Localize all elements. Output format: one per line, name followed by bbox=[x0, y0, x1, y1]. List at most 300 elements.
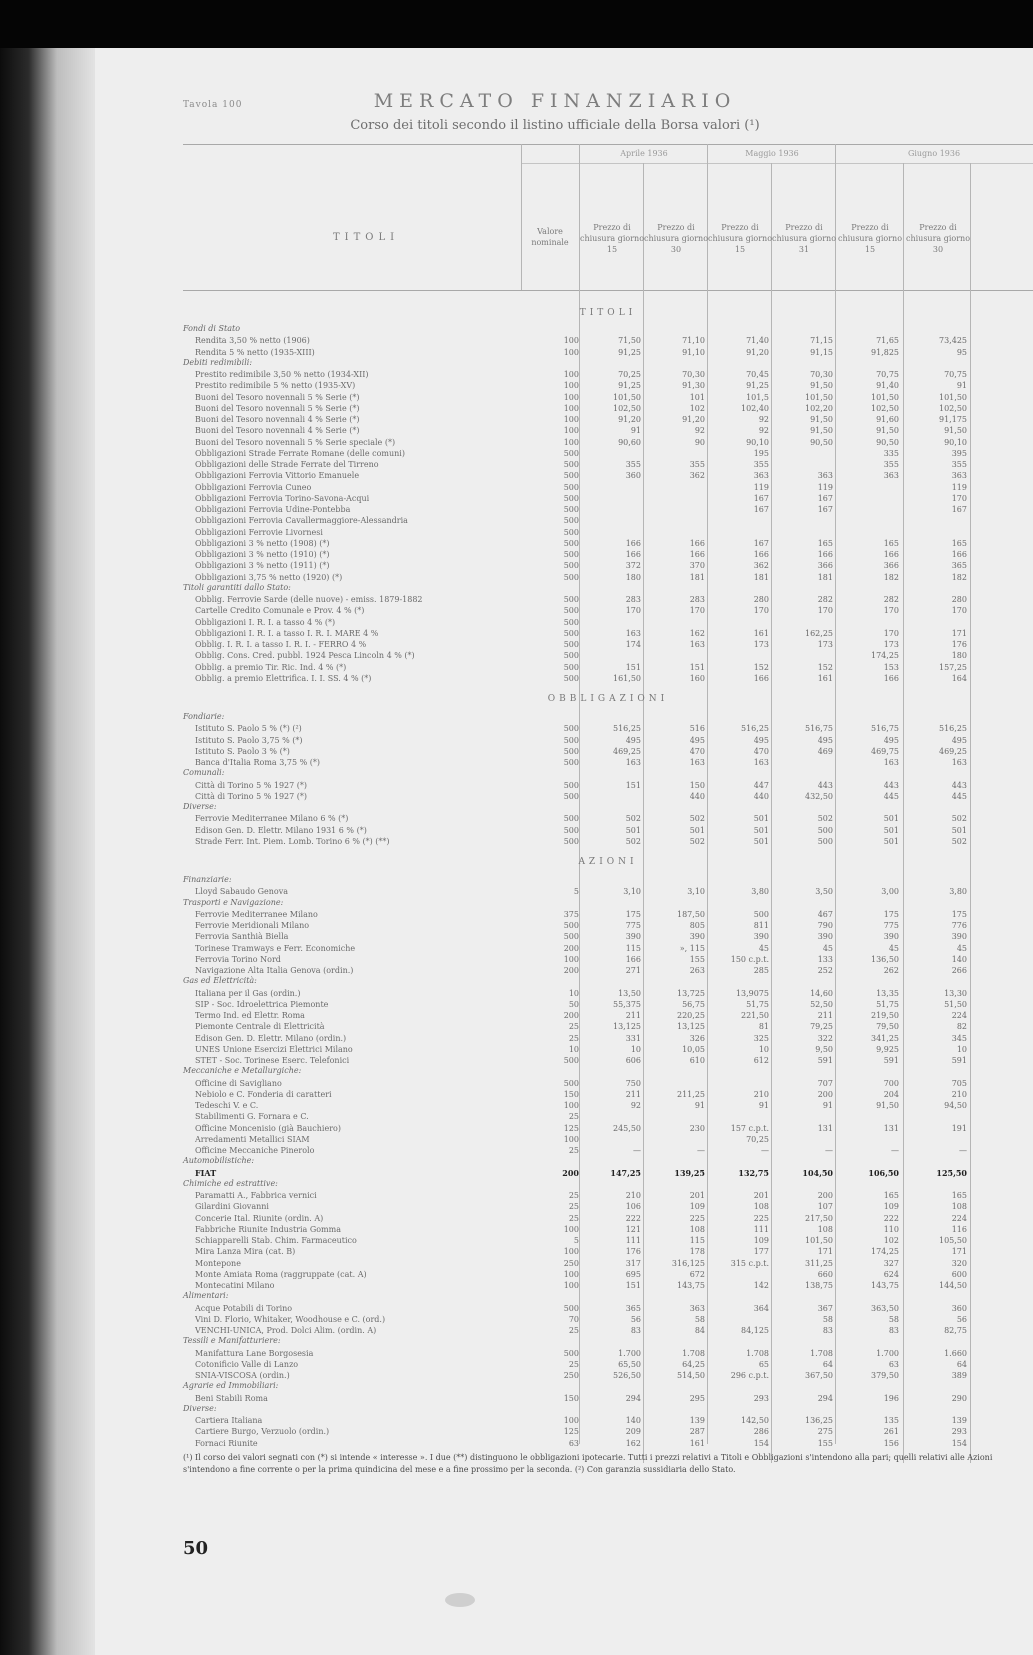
closing-price: 293 bbox=[951, 1427, 967, 1437]
category-label: Trasporti e Navigazione: bbox=[183, 897, 284, 907]
closing-price: 470 bbox=[689, 746, 705, 756]
table-row bbox=[183, 1201, 1033, 1212]
closing-price: 286 bbox=[753, 1427, 769, 1437]
closing-price: 364 bbox=[753, 1303, 769, 1313]
closing-price: 161 bbox=[817, 673, 833, 683]
closing-price: 175 bbox=[625, 909, 641, 919]
nominal-value: 500 bbox=[563, 628, 579, 638]
closing-price: 390 bbox=[883, 932, 899, 942]
closing-price: 316,125 bbox=[671, 1258, 705, 1268]
closing-price: 136,50 bbox=[871, 954, 899, 964]
closing-price: 84,125 bbox=[741, 1326, 769, 1335]
closing-price: 171 bbox=[951, 1247, 967, 1257]
closing-price: 182 bbox=[883, 572, 899, 582]
closing-price: 163 bbox=[625, 628, 641, 638]
nominal-value: 25 bbox=[568, 1033, 579, 1043]
closing-price: 331 bbox=[625, 1033, 641, 1043]
nominal-value: 500 bbox=[563, 460, 579, 469]
closing-price: 92 bbox=[758, 426, 769, 436]
closing-price: 363 bbox=[817, 471, 833, 481]
closing-price: 71,50 bbox=[618, 336, 641, 346]
closing-price: 1.708 bbox=[746, 1348, 769, 1358]
closing-price: 167 bbox=[753, 538, 769, 548]
nominal-value: 500 bbox=[563, 758, 579, 767]
closing-price: 56 bbox=[956, 1314, 967, 1324]
closing-price: 335 bbox=[883, 448, 899, 458]
closing-price: 91 bbox=[822, 1101, 833, 1110]
closing-price: 102,20 bbox=[805, 403, 833, 413]
closing-price: 296 c.p.t. bbox=[730, 1371, 769, 1380]
closing-price: 178 bbox=[689, 1247, 705, 1257]
closing-price: 13,35 bbox=[876, 988, 899, 998]
closing-price: — bbox=[959, 1146, 967, 1155]
securities-table bbox=[183, 144, 1033, 1544]
table-row bbox=[183, 617, 1033, 628]
closing-price: 56 bbox=[630, 1314, 641, 1324]
nominal-value: 100 bbox=[563, 1247, 579, 1257]
book-binding-shadow bbox=[0, 48, 95, 1655]
category-label: Diverse: bbox=[183, 802, 217, 811]
nominal-value: 10 bbox=[568, 988, 579, 998]
nominal-value: 500 bbox=[563, 527, 579, 537]
closing-price: 201 bbox=[753, 1191, 769, 1200]
closing-price: 91,25 bbox=[618, 347, 641, 357]
closing-price: 70,30 bbox=[810, 370, 833, 379]
category-label: Comunali: bbox=[183, 768, 225, 778]
category-label: Finanziarie: bbox=[183, 875, 232, 884]
closing-price: 58 bbox=[694, 1314, 705, 1324]
closing-price: 102 bbox=[689, 403, 705, 413]
closing-price: 610 bbox=[689, 1056, 705, 1065]
closing-price: 390 bbox=[951, 932, 967, 942]
nominal-value: 500 bbox=[563, 595, 579, 604]
table-row bbox=[183, 347, 1033, 358]
closing-price: 155 bbox=[817, 1438, 833, 1448]
closing-price: 140 bbox=[951, 954, 967, 964]
security-name: Obbligazioni Ferrovia Udine-Pontebba bbox=[195, 505, 351, 514]
closing-price: 501 bbox=[753, 814, 769, 824]
price-header: Prezzo di chiusura giorno 15 bbox=[837, 223, 903, 254]
table-row bbox=[183, 1359, 1033, 1370]
closing-price: 225 bbox=[689, 1213, 705, 1223]
table-row bbox=[183, 527, 1033, 538]
table-row bbox=[183, 437, 1033, 448]
security-name: Obbligazioni Ferrovia Vittorio Emanuele bbox=[195, 471, 360, 481]
closing-price: 3,50 bbox=[815, 887, 833, 897]
closing-price: 222 bbox=[625, 1213, 641, 1223]
nominal-value: 200 bbox=[563, 1011, 579, 1020]
security-name: Obblig. Ferrovie Sarde (delle nuove) - emiss. 1879-1882 bbox=[195, 595, 423, 604]
closing-price: 165 bbox=[951, 538, 967, 548]
closing-price: 108 bbox=[951, 1202, 967, 1212]
closing-price: 283 bbox=[689, 595, 705, 604]
closing-price: 320 bbox=[951, 1258, 967, 1268]
closing-price: 91,60 bbox=[876, 415, 899, 424]
closing-price: 495 bbox=[753, 735, 769, 745]
security-name: Paramatti A., Fabbrica vernici bbox=[195, 1191, 317, 1200]
security-name: Obbligazioni I. R. I. a tasso I. R. I. MARE 4 % bbox=[195, 628, 379, 638]
nominal-value: 500 bbox=[563, 493, 579, 503]
titoli-column-header: TITOLI bbox=[333, 232, 400, 243]
closing-price: 91,50 bbox=[876, 426, 899, 436]
closing-price: 181 bbox=[753, 572, 769, 582]
security-name: Rendita 5 % netto (1935-XIII) bbox=[195, 347, 315, 357]
closing-price: 91,50 bbox=[810, 426, 833, 436]
category-label: Tessili e Manifatturiere: bbox=[183, 1336, 281, 1346]
closing-price: 144,50 bbox=[939, 1281, 967, 1290]
nominal-value: 25 bbox=[568, 1213, 579, 1223]
closing-price: 516,75 bbox=[805, 724, 833, 734]
closing-price: 180 bbox=[951, 651, 967, 661]
nominal-value: 500 bbox=[563, 825, 579, 835]
table-row bbox=[183, 1213, 1033, 1224]
table-row bbox=[183, 335, 1033, 346]
security-name: Prestito redimibile 3,50 % netto (1934-XII) bbox=[195, 370, 369, 379]
closing-price: 700 bbox=[883, 1078, 899, 1088]
closing-price: 502 bbox=[625, 836, 641, 846]
table-row bbox=[183, 965, 1033, 976]
closing-price: 166 bbox=[951, 550, 967, 559]
closing-price: 295 bbox=[689, 1393, 705, 1403]
closing-price: 501 bbox=[883, 825, 899, 835]
closing-price: 163 bbox=[951, 758, 967, 767]
closing-price: 165 bbox=[883, 1191, 899, 1200]
closing-price: 501 bbox=[689, 825, 705, 835]
closing-price: 217,50 bbox=[805, 1213, 833, 1223]
closing-price: 79,25 bbox=[810, 1022, 833, 1032]
table-row bbox=[183, 1089, 1033, 1100]
nominal-value: 500 bbox=[563, 1056, 579, 1065]
closing-price: 82 bbox=[956, 1022, 967, 1032]
closing-price: 81 bbox=[758, 1022, 769, 1032]
closing-price: 173 bbox=[753, 640, 769, 649]
security-name: Istituto S. Paolo 3,75 % (*) bbox=[195, 735, 303, 745]
category-label: Gas ed Elettricità: bbox=[183, 976, 257, 986]
security-name: Cartiere Burgo, Verzuolo (ordin.) bbox=[195, 1427, 330, 1437]
category-label: Fondi di Stato bbox=[183, 324, 241, 333]
closing-price: 92 bbox=[630, 1101, 641, 1110]
security-name: Obbligazioni 3 % netto (1911) (*) bbox=[195, 561, 330, 571]
closing-price: 162 bbox=[625, 1438, 641, 1448]
table-row bbox=[183, 560, 1033, 571]
closing-price: 181 bbox=[817, 572, 833, 582]
closing-price: 363 bbox=[951, 471, 967, 481]
nominal-value: 500 bbox=[563, 572, 579, 582]
closing-price: 624 bbox=[883, 1269, 899, 1279]
closing-price: 355 bbox=[753, 460, 769, 469]
closing-price: 166 bbox=[689, 550, 705, 559]
closing-price: 176 bbox=[951, 640, 967, 649]
closing-price: 293 bbox=[753, 1393, 769, 1403]
closing-price: 163 bbox=[689, 758, 705, 767]
closing-price: 10 bbox=[758, 1044, 769, 1054]
security-name: Navigazione Alta Italia Genova (ordin.) bbox=[195, 966, 354, 975]
table-row bbox=[183, 836, 1033, 847]
closing-price: 469,25 bbox=[613, 746, 641, 756]
closing-price: 500 bbox=[817, 825, 833, 835]
table-row bbox=[183, 999, 1033, 1010]
table-row bbox=[183, 988, 1033, 999]
closing-price: 220,25 bbox=[677, 1011, 705, 1020]
security-name: Officine di Savigliano bbox=[195, 1078, 282, 1088]
closing-price: 290 bbox=[951, 1393, 967, 1403]
closing-price: 161,50 bbox=[613, 673, 641, 683]
closing-price: 90,10 bbox=[746, 437, 769, 447]
closing-price: 63 bbox=[888, 1359, 899, 1369]
closing-price: 209 bbox=[625, 1427, 641, 1437]
closing-price: 131 bbox=[883, 1123, 899, 1133]
closing-price: 91,20 bbox=[682, 415, 705, 424]
closing-price: 91,825 bbox=[871, 347, 899, 357]
closing-price: 360 bbox=[951, 1303, 967, 1313]
closing-price: 95 bbox=[956, 347, 967, 357]
closing-price: 106 bbox=[625, 1202, 641, 1212]
security-name: Italiana per il Gas (ordin.) bbox=[195, 988, 301, 998]
security-name: Nebiolo e C. Fonderia di caratteri bbox=[195, 1089, 332, 1099]
table-row bbox=[183, 1168, 1033, 1179]
nominal-value: 5 bbox=[573, 887, 579, 897]
closing-price: 502 bbox=[817, 814, 833, 824]
closing-price: 162,25 bbox=[805, 628, 833, 638]
closing-price: — bbox=[891, 1146, 899, 1155]
closing-price: 163 bbox=[753, 758, 769, 767]
footnote: (¹) Il corso dei valori segnati con (*) si intende « interesse ». I due (**) distinguono le obbligazioni ipotecarie. Tutti i prezzi relativi a Titoli e Obbligazioni s'intendono alla pari; quelli relativi alle Azioni s'intendono a fine corrente o per la prima quindicina del mese e a fine prossimo per la seconda. (²) Con garanzia sussidiaria dello Stato. bbox=[183, 1453, 993, 1474]
security-name: Lloyd Sabaudo Genova bbox=[195, 887, 289, 897]
closing-price: 200 bbox=[817, 1089, 833, 1099]
closing-price: 83 bbox=[822, 1326, 833, 1335]
security-name: Cotonificio Valle di Lanzo bbox=[195, 1359, 299, 1369]
closing-price: 101,50 bbox=[871, 392, 899, 402]
closing-price: 790 bbox=[817, 921, 833, 930]
nominal-value: 500 bbox=[563, 561, 579, 571]
nominal-value: 500 bbox=[563, 735, 579, 745]
closing-price: 52,50 bbox=[810, 999, 833, 1009]
closing-price: 591 bbox=[951, 1056, 967, 1065]
closing-price: 167 bbox=[817, 493, 833, 503]
security-name: Ferrovie Meridionali Milano bbox=[195, 921, 310, 930]
nominal-value: 500 bbox=[563, 482, 579, 492]
table-row bbox=[183, 1426, 1033, 1437]
closing-price: 389 bbox=[951, 1371, 967, 1380]
table-row bbox=[183, 1078, 1033, 1089]
closing-price: 102,50 bbox=[613, 403, 641, 413]
nominal-value: 25 bbox=[568, 1202, 579, 1212]
closing-price: 219,50 bbox=[871, 1011, 899, 1020]
closing-price: 526,50 bbox=[613, 1371, 641, 1380]
closing-price: 167 bbox=[753, 505, 769, 514]
nominal-value: 100 bbox=[563, 347, 579, 357]
security-name: Obbligazioni Strade Ferrate Romane (delle comuni) bbox=[195, 448, 405, 458]
closing-price: 360 bbox=[625, 471, 641, 481]
table-number: Tavola 100 bbox=[183, 100, 243, 110]
closing-price: 175 bbox=[951, 909, 967, 919]
security-name: Buoni del Tesoro novennali 4 % Serie (*) bbox=[195, 426, 360, 436]
closing-price: 151 bbox=[625, 780, 641, 790]
security-name: Obblig. I. R. I. a tasso I. R. I. - FERRO 4 % bbox=[195, 640, 367, 649]
security-name: SIP - Soc. Idroelettrica Piemonte bbox=[195, 999, 329, 1009]
closing-price: 45 bbox=[956, 943, 967, 953]
security-name: Fornaci Riunite bbox=[195, 1438, 258, 1448]
section-heading: TITOLI bbox=[579, 308, 637, 318]
closing-price: 119 bbox=[753, 482, 769, 492]
closing-price: 102,40 bbox=[741, 403, 769, 413]
closing-price: 13,125 bbox=[613, 1022, 641, 1032]
closing-price: 390 bbox=[625, 932, 641, 942]
closing-price: 101,50 bbox=[939, 392, 967, 402]
month-header-june: Giugno 1936 bbox=[907, 149, 961, 158]
closing-price: 91,50 bbox=[944, 426, 967, 436]
closing-price: 91,175 bbox=[939, 415, 967, 424]
table-row bbox=[183, 1224, 1033, 1235]
closing-price: 13,50 bbox=[618, 988, 641, 998]
closing-price: 109 bbox=[883, 1202, 899, 1212]
table-row bbox=[183, 380, 1033, 391]
closing-price: 115 bbox=[625, 943, 641, 953]
closing-price: 71,15 bbox=[810, 336, 833, 346]
closing-price: 591 bbox=[883, 1056, 899, 1065]
security-name: Prestito redimibile 5 % netto (1935-XV) bbox=[195, 381, 356, 391]
closing-price: 79,50 bbox=[876, 1022, 899, 1032]
closing-price: 285 bbox=[753, 966, 769, 975]
security-name: Cartiera Italiana bbox=[195, 1416, 263, 1425]
table-row bbox=[183, 1303, 1033, 1314]
page-number: 50 bbox=[183, 1538, 209, 1559]
closing-price: 71,65 bbox=[876, 336, 899, 346]
security-name: Buoni del Tesoro novennali 5 % Serie speciale (*) bbox=[195, 437, 396, 447]
security-name: Obbligazioni 3,75 % netto (1920) (*) bbox=[195, 572, 343, 582]
closing-price: 366 bbox=[817, 561, 833, 571]
closing-price: 196 bbox=[883, 1393, 899, 1403]
closing-price: — bbox=[633, 1146, 641, 1155]
closing-price: 502 bbox=[951, 814, 967, 824]
table-row bbox=[183, 886, 1033, 897]
closing-price: 167 bbox=[817, 505, 833, 514]
nominal-value: 500 bbox=[563, 921, 579, 930]
closing-price: 222 bbox=[883, 1213, 899, 1223]
closing-price: 221,50 bbox=[741, 1011, 769, 1020]
closing-price: 176 bbox=[625, 1247, 641, 1257]
table-row bbox=[183, 594, 1033, 605]
nominal-value: 70 bbox=[568, 1314, 579, 1324]
table-row bbox=[183, 1190, 1033, 1201]
table-row bbox=[183, 1111, 1033, 1122]
closing-price: 262 bbox=[883, 966, 899, 975]
closing-price: 252 bbox=[817, 966, 833, 975]
closing-price: 516,25 bbox=[741, 724, 769, 734]
closing-price: », 115 bbox=[679, 943, 705, 953]
closing-price: 83 bbox=[630, 1326, 641, 1335]
month-rule bbox=[521, 163, 1033, 164]
table-row bbox=[183, 1348, 1033, 1359]
closing-price: 163 bbox=[689, 640, 705, 649]
closing-price: 170 bbox=[817, 606, 833, 616]
closing-price: 516,25 bbox=[939, 724, 967, 734]
closing-price: 13,30 bbox=[944, 988, 967, 998]
closing-price: 294 bbox=[817, 1393, 833, 1403]
nominal-value: 500 bbox=[563, 724, 579, 734]
nominal-value: 500 bbox=[563, 617, 579, 627]
closing-price: 174,25 bbox=[871, 651, 899, 661]
closing-price: 92 bbox=[694, 426, 705, 436]
closing-price: 111 bbox=[753, 1224, 769, 1234]
nominal-value: 100 bbox=[563, 1281, 579, 1290]
closing-price: 82,75 bbox=[944, 1326, 967, 1335]
closing-price: 345 bbox=[951, 1033, 967, 1043]
table-row bbox=[183, 746, 1033, 757]
security-name: Tedeschi V. e C. bbox=[195, 1101, 259, 1110]
closing-price: 695 bbox=[625, 1269, 641, 1279]
header-bottom-rule bbox=[183, 290, 1033, 291]
closing-price: 166 bbox=[817, 550, 833, 559]
category-label: Fondiarie: bbox=[183, 712, 225, 721]
closing-price: 152 bbox=[753, 662, 769, 672]
closing-price: 70,45 bbox=[746, 370, 769, 379]
closing-price: 119 bbox=[951, 482, 967, 492]
closing-price: 65,50 bbox=[618, 1359, 641, 1369]
closing-price: 502 bbox=[625, 814, 641, 824]
closing-price: 91,50 bbox=[810, 381, 833, 391]
table-row bbox=[183, 791, 1033, 802]
closing-price: 64 bbox=[956, 1359, 967, 1369]
closing-price: 55,375 bbox=[613, 999, 641, 1009]
closing-price: 355 bbox=[689, 460, 705, 469]
closing-price: 90,50 bbox=[876, 437, 899, 447]
closing-price: 514,50 bbox=[677, 1371, 705, 1380]
closing-price: 111 bbox=[625, 1236, 641, 1245]
month-header-april: Aprile 1936 bbox=[620, 149, 668, 158]
closing-price: 70,30 bbox=[682, 370, 705, 379]
closing-price: 280 bbox=[951, 595, 967, 604]
table-row bbox=[183, 482, 1033, 493]
security-name: Arredamenti Metallici SIAM bbox=[195, 1134, 310, 1144]
closing-price: 363 bbox=[883, 471, 899, 481]
closing-price: 516,75 bbox=[871, 724, 899, 734]
closing-price: 325 bbox=[753, 1033, 769, 1043]
security-name: Torinese Tramways e Ferr. Economiche bbox=[195, 943, 356, 953]
nominal-value: 125 bbox=[563, 1427, 579, 1437]
table-row bbox=[183, 470, 1033, 481]
closing-price: 3,80 bbox=[751, 887, 769, 897]
closing-price: 170 bbox=[883, 606, 899, 616]
price-header: Prezzo di chiusura giorno 30 bbox=[905, 223, 971, 254]
security-name: Obbligazioni Ferrovia Cavallermaggiore-Alessandria bbox=[195, 516, 408, 526]
closing-price: 108 bbox=[689, 1224, 705, 1234]
closing-price: 170 bbox=[689, 606, 705, 616]
table-row bbox=[183, 943, 1033, 954]
closing-price: 500 bbox=[817, 836, 833, 846]
closing-price: 211 bbox=[625, 1011, 641, 1020]
closing-price: 174 bbox=[625, 640, 641, 649]
table-row bbox=[183, 1055, 1033, 1066]
closing-price: 108 bbox=[753, 1202, 769, 1212]
nominal-value: 500 bbox=[563, 505, 579, 514]
category-label: Alimentari: bbox=[183, 1291, 229, 1301]
closing-price: 811 bbox=[753, 921, 769, 930]
closing-price: 91,50 bbox=[876, 1101, 899, 1110]
nominal-value: 25 bbox=[568, 1146, 579, 1155]
price-header: Prezzo di chiusura giorno 15 bbox=[707, 223, 773, 254]
closing-price: 516,25 bbox=[613, 724, 641, 734]
table-row bbox=[183, 515, 1033, 526]
closing-price: 101,50 bbox=[805, 1236, 833, 1245]
scan-smudge bbox=[445, 1593, 475, 1607]
nominal-value: 100 bbox=[563, 437, 579, 447]
closing-price: 211,25 bbox=[677, 1089, 705, 1099]
closing-price: 495 bbox=[689, 735, 705, 745]
table-row bbox=[183, 493, 1033, 504]
closing-price: 115 bbox=[689, 1236, 705, 1245]
closing-price: 211 bbox=[817, 1011, 833, 1020]
